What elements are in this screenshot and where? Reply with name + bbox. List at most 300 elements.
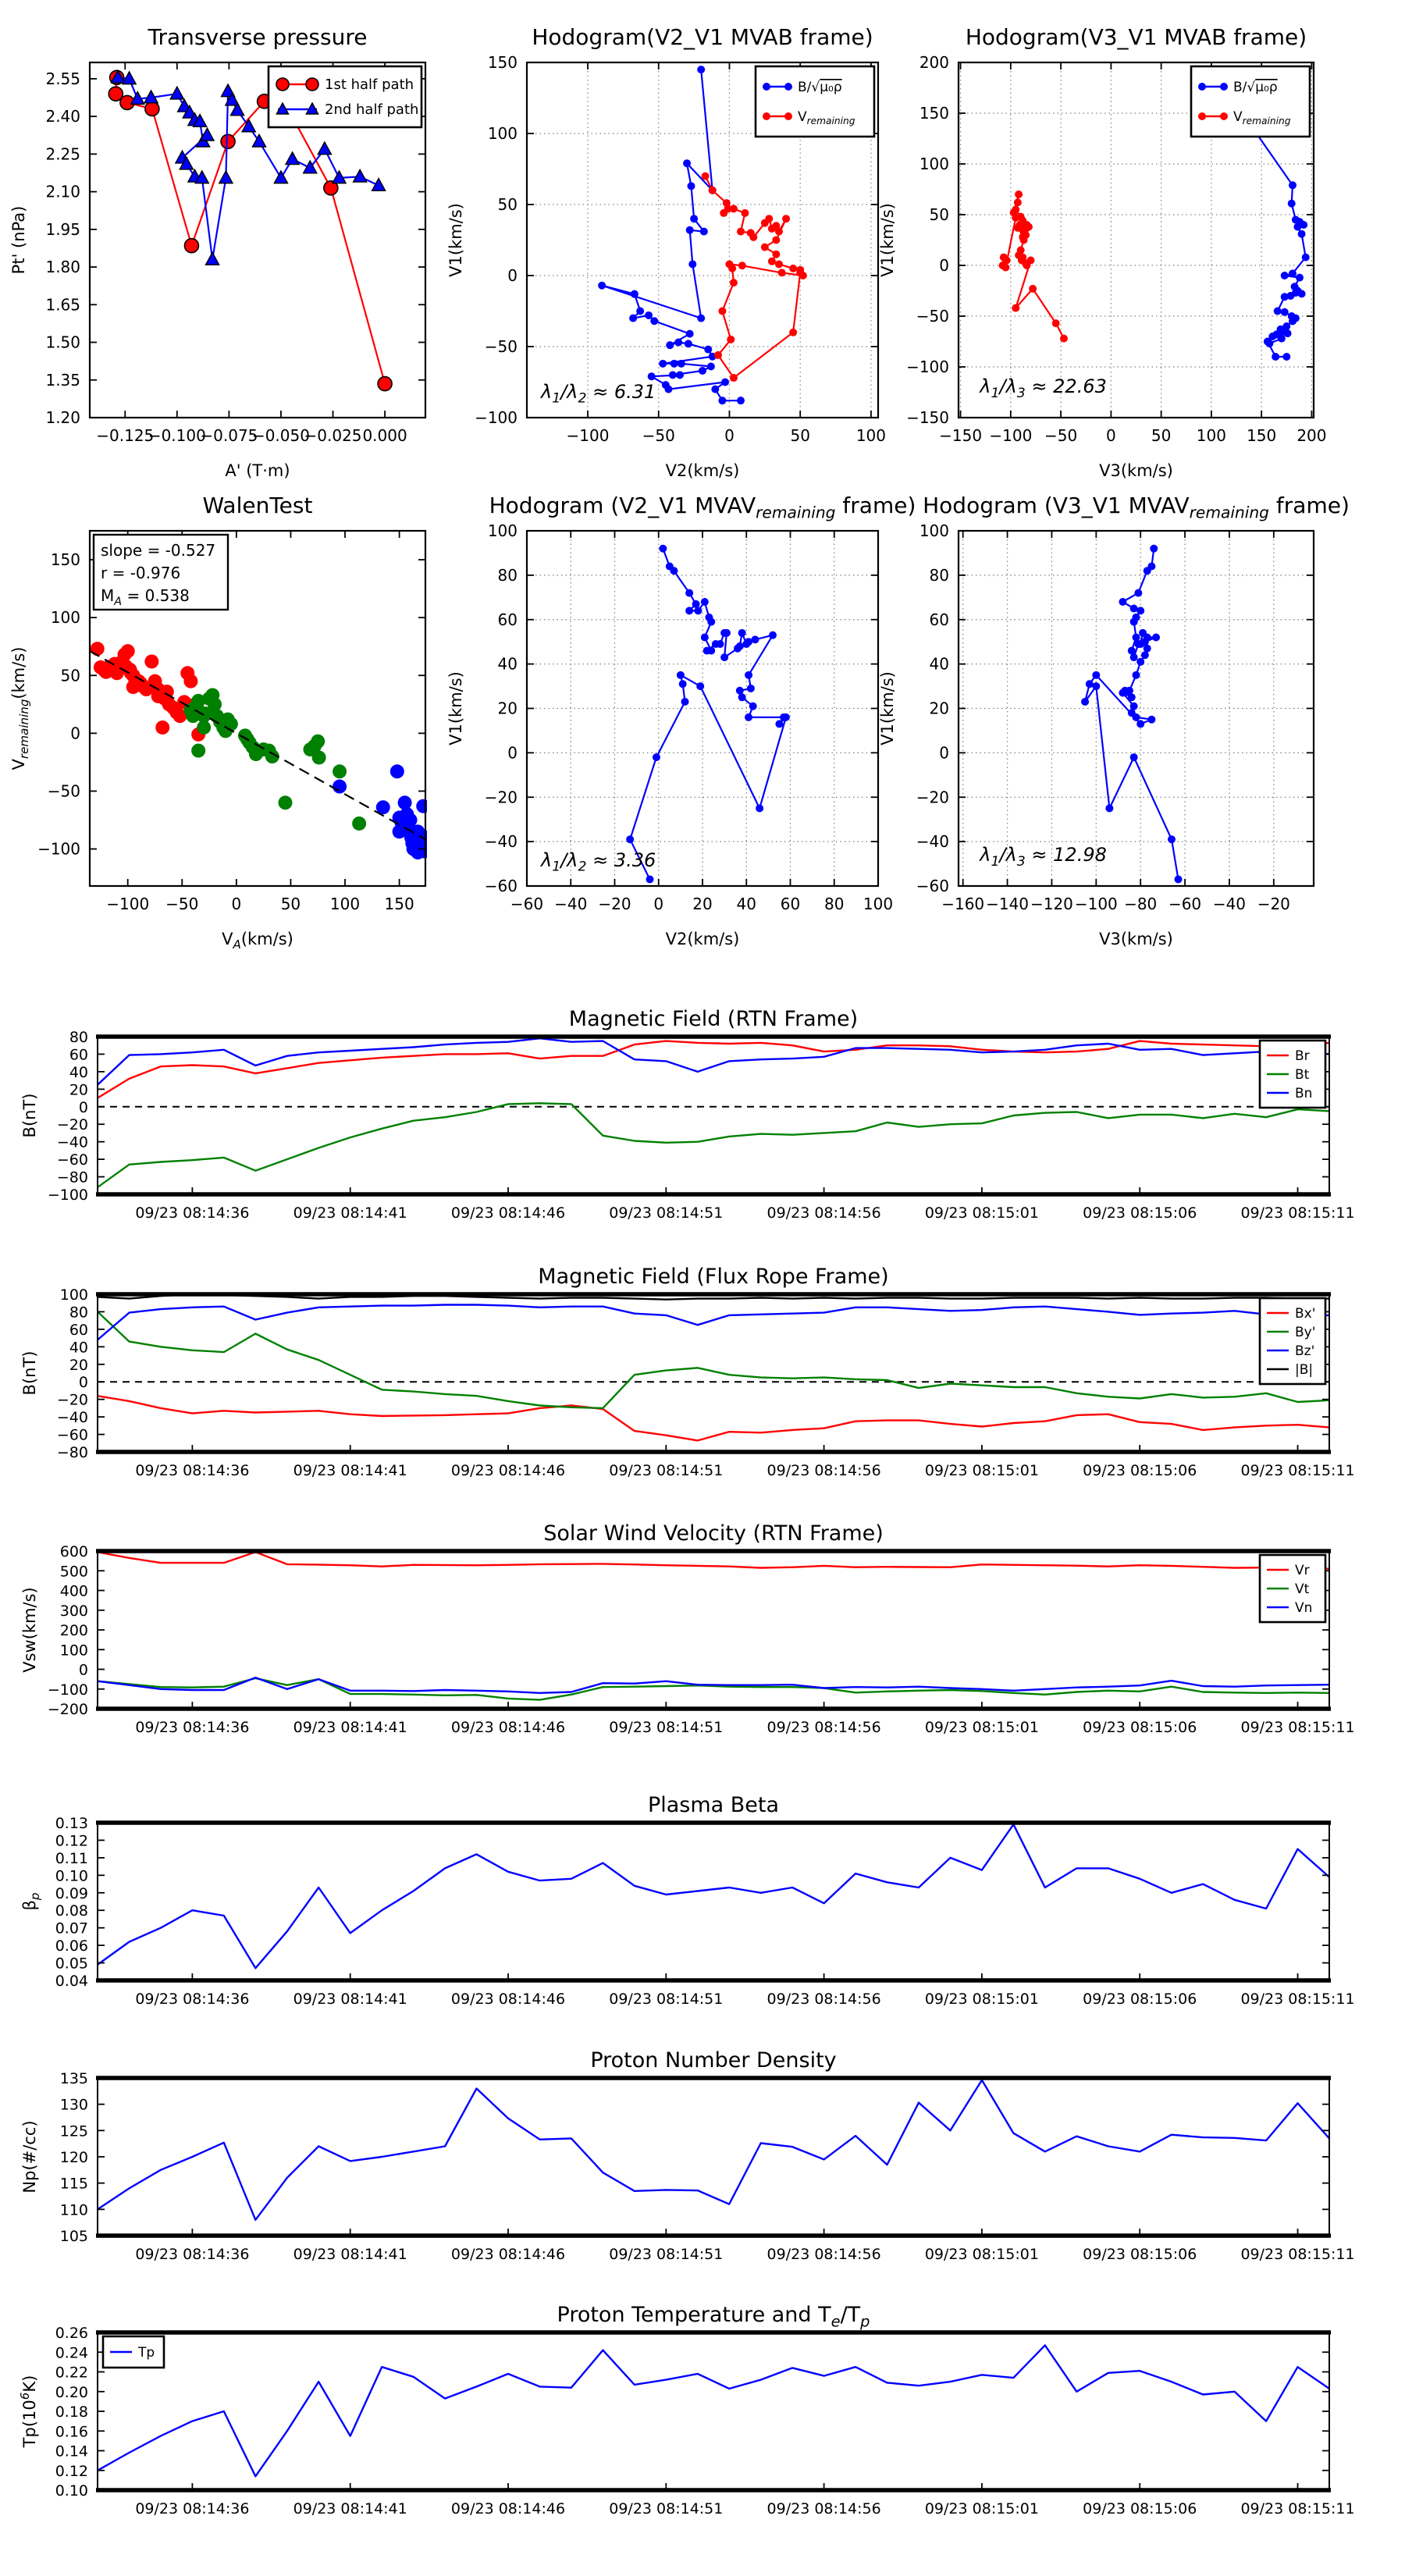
chart-plasma-beta — [0, 1777, 1405, 2030]
chart-proton-number-density — [0, 2033, 1405, 2286]
x-tick-label: −40 — [554, 895, 588, 913]
series-B/√~{μ₀ρ} — [598, 66, 745, 404]
y-tick-label: −20 — [916, 788, 949, 807]
x-tick-label: −100 — [1074, 895, 1118, 913]
y-tick-label: 2.55 — [45, 69, 80, 88]
series-B-hodogram — [626, 545, 790, 884]
y-tick-label: 300 — [59, 1602, 88, 1620]
y-tick-label: 0 — [78, 1374, 88, 1392]
x-tick-label: −0.075 — [200, 426, 258, 445]
chart-svg-mag_rtn — [0, 991, 1405, 1241]
x-tick-label: 09/23 08:15:11 — [1240, 2246, 1355, 2263]
legend-label: Tp — [138, 2345, 155, 2361]
y-tick-label: −150 — [906, 408, 949, 427]
x-tick-label: 0 — [653, 895, 664, 913]
legend-label: |B| — [1295, 1362, 1314, 1378]
x-tick-label: 40 — [736, 895, 756, 913]
legend-label: B/√μ₀ρ — [798, 80, 842, 95]
y-tick-label: 80 — [497, 565, 518, 585]
y-tick-label: 130 — [59, 2096, 88, 2114]
stats-line: slope = -0.527 — [101, 541, 216, 560]
y-axis-label: Pt' (nPa) — [9, 205, 28, 275]
series-second-half — [333, 764, 432, 859]
y-tick-label: 1.50 — [45, 333, 80, 352]
chart-solar-wind-velocity — [0, 1506, 1405, 1759]
x-tick-label: 09/23 08:15:11 — [1240, 1991, 1355, 2008]
y-tick-label: 0.09 — [55, 1884, 88, 1902]
x-tick-label: −150 — [939, 426, 983, 445]
y-tick-label: 110 — [59, 2201, 88, 2219]
y-tick-label: −60 — [916, 877, 949, 895]
y-tick-label: 0.07 — [55, 1920, 88, 1937]
chart-svg-proton_temp — [0, 2287, 1405, 2537]
x-tick-label: 09/23 08:14:36 — [135, 1719, 250, 1736]
chart-title: WalenTest — [202, 493, 313, 518]
legend — [1260, 1298, 1325, 1384]
ticks — [98, 1823, 1329, 1980]
x-axis-label: V3(km/s) — [1099, 461, 1173, 480]
x-tick-label: 100 — [855, 426, 887, 445]
x-tick-label: −100 — [989, 426, 1033, 445]
y-tick-label: −40 — [916, 832, 949, 852]
y-tick-label: 100 — [50, 608, 80, 628]
legend-label: Br — [1295, 1048, 1310, 1064]
y-tick-label: 105 — [59, 2228, 88, 2245]
y-tick-label: −40 — [484, 832, 518, 852]
axes-hodogram_v2v1_mvab — [475, 53, 886, 480]
chart-svg-hodogram_v3v1_mvav — [869, 480, 1405, 995]
x-tick-label: 09/23 08:15:06 — [1083, 1462, 1197, 1479]
y-tick-label: 80 — [69, 1304, 88, 1322]
y-tick-label: 400 — [59, 1582, 88, 1600]
x-tick-label: −50 — [642, 426, 675, 445]
x-tick-label: 0 — [724, 426, 735, 445]
y-axis-label: B(nT) — [20, 1350, 39, 1396]
chart-hodogram-v2v1-mvav — [437, 480, 925, 998]
y-tick-label: −60 — [56, 1426, 88, 1444]
x-tick-label: −0.100 — [148, 426, 206, 445]
y-tick-label: −80 — [56, 1444, 88, 1461]
chart-title: Plasma Beta — [647, 1793, 780, 1817]
x-tick-label: −20 — [1257, 895, 1290, 913]
y-tick-label: 1.65 — [45, 295, 80, 315]
legend-label: Vn — [1295, 1600, 1313, 1616]
x-axis-label: V2(km/s) — [665, 461, 740, 480]
chart-svg-vsw_rtn — [0, 1506, 1405, 1756]
y-axis-label: Np(#/cc) — [20, 2120, 39, 2194]
legend-label: B/√μ₀ρ — [1233, 80, 1278, 95]
legend-label: Bz' — [1295, 1343, 1315, 1359]
series-middle — [183, 688, 366, 831]
y-tick-label: 0.10 — [55, 2482, 88, 2500]
y-tick-label: 1.35 — [45, 370, 80, 390]
y-tick-label: 0.13 — [55, 1815, 88, 1832]
x-tick-label: 100 — [863, 895, 894, 913]
y-axis-label: V1(km/s) — [878, 203, 897, 277]
series-Bt — [98, 1103, 1329, 1187]
x-tick-label: 100 — [1196, 426, 1226, 445]
legend — [756, 66, 874, 137]
x-tick-label: 09/23 08:14:36 — [135, 1991, 250, 2008]
chart-title: Hodogram(V3_V1 MVAB frame) — [965, 24, 1307, 50]
series-V_{remaining} — [999, 190, 1068, 343]
y-tick-label: 150 — [50, 550, 80, 570]
y-tick-label: 60 — [69, 1321, 88, 1339]
stats-line: $M_A = 0.538$ — [101, 586, 190, 608]
series-Vr — [98, 1552, 1329, 1568]
x-tick-label: 09/23 08:14:51 — [609, 1204, 724, 1222]
x-tick-label: 09/23 08:14:51 — [609, 2246, 724, 2263]
y-tick-label: 1.20 — [45, 408, 80, 427]
legend-label: Vr — [1295, 1563, 1310, 1578]
legend-label: $V_{remaining}$ — [1233, 109, 1291, 127]
x-tick-label: 80 — [824, 895, 845, 913]
axes-walen_test — [37, 531, 432, 952]
y-axis-label: $V_{remaining}(km/s)$ — [9, 646, 32, 770]
x-tick-label: 20 — [692, 895, 713, 913]
axes-proton_temp — [55, 2325, 1355, 2517]
x-tick-label: 09/23 08:15:06 — [1083, 1719, 1197, 1736]
series-B/√~{μ₀ρ} — [1240, 112, 1309, 361]
axes-vsw_rtn — [48, 1543, 1355, 1736]
y-tick-label: 40 — [497, 654, 518, 674]
y-tick-label: 20 — [497, 699, 518, 718]
series-By' — [98, 1311, 1329, 1408]
legend-label: 2nd half path — [325, 101, 419, 118]
x-tick-label: 50 — [790, 426, 810, 445]
y-axis-label: B(nT) — [20, 1093, 39, 1138]
y-tick-label: 0.04 — [55, 1973, 88, 1990]
y-tick-label: 0.05 — [55, 1955, 88, 1973]
x-tick-label: 09/23 08:15:11 — [1240, 1204, 1355, 1222]
stats-line: r = -0.976 — [101, 564, 181, 582]
chart-title: Magnetic Field (Flux Rope Frame) — [538, 1265, 889, 1289]
series-first-half — [91, 642, 205, 742]
x-tick-label: 0 — [231, 895, 242, 913]
chart-title: Magnetic Field (RTN Frame) — [568, 1007, 859, 1031]
y-tick-label: 0 — [70, 724, 80, 743]
x-tick-label: 50 — [280, 895, 301, 913]
y-tick-label: 60 — [929, 610, 949, 629]
y-tick-label: 20 — [69, 1356, 88, 1374]
y-tick-label: 0.11 — [55, 1849, 88, 1867]
x-tick-label: −0.125 — [96, 426, 155, 445]
axes-mag_rtn — [48, 1029, 1355, 1222]
y-tick-label: −40 — [56, 1133, 88, 1151]
y-tick-label: 0 — [939, 743, 949, 763]
y-tick-label: −60 — [484, 877, 518, 895]
grid — [527, 531, 878, 886]
y-tick-label: 0.12 — [55, 1832, 88, 1850]
x-tick-label: 09/23 08:14:56 — [767, 1991, 881, 2008]
x-tick-label: −40 — [1212, 895, 1247, 913]
x-tick-label: −50 — [165, 895, 199, 913]
x-tick-label: 09/23 08:15:01 — [924, 1719, 1039, 1736]
x-tick-label: 0 — [1106, 426, 1116, 445]
chart-hodogram-v3v1-mvav — [869, 480, 1405, 998]
y-tick-label: 80 — [69, 1029, 88, 1046]
axes-proton_density — [60, 2070, 1355, 2263]
annotation: $\lambda_1/\lambda_2 \approx 3.36$ — [541, 849, 656, 875]
y-tick-label: 2.40 — [45, 107, 80, 126]
x-tick-label: 09/23 08:14:36 — [135, 2500, 250, 2517]
x-tick-label: 09/23 08:14:46 — [450, 2246, 566, 2263]
y-tick-label: 100 — [919, 155, 949, 173]
chart-title: Hodogram (V3_V1 $MVAV_{remaining}$ frame) — [923, 493, 1350, 522]
x-tick-label: 200 — [1297, 426, 1327, 445]
y-tick-label: 600 — [59, 1543, 88, 1560]
y-tick-label: 40 — [69, 1339, 88, 1357]
chart-svg-plasma_beta — [0, 1777, 1405, 2027]
chart-hodogram-v3v1-mvab — [869, 12, 1405, 514]
y-tick-label: 20 — [929, 699, 949, 718]
x-tick-label: 09/23 08:14:46 — [450, 2500, 566, 2517]
x-tick-label: 150 — [384, 895, 414, 913]
y-tick-label: 0 — [78, 1661, 88, 1679]
x-tick-label: 09/23 08:14:56 — [767, 2246, 881, 2263]
x-tick-label: 09/23 08:15:11 — [1240, 1719, 1355, 1736]
legend — [1260, 1555, 1325, 1622]
x-tick-label: 09/23 08:15:01 — [924, 2500, 1039, 2517]
y-tick-label: 115 — [59, 2175, 88, 2193]
x-tick-label: −100 — [106, 895, 150, 913]
x-tick-label: 09/23 08:14:46 — [450, 1462, 566, 1479]
y-tick-label: 80 — [929, 565, 949, 585]
legend — [1191, 66, 1310, 137]
chart-svg-transverse_pressure — [0, 12, 492, 511]
y-tick-label: 100 — [487, 521, 518, 540]
ticks — [98, 2332, 1329, 2490]
y-tick-label: −80 — [56, 1169, 88, 1187]
chart-transverse-pressure — [0, 12, 492, 514]
x-tick-label: 50 — [1151, 426, 1172, 445]
x-tick-label: 09/23 08:14:56 — [767, 1462, 881, 1479]
x-tick-label: 09/23 08:14:51 — [609, 2500, 724, 2517]
x-tick-label: −50 — [1044, 426, 1078, 445]
x-tick-label: 09/23 08:15:11 — [1240, 2500, 1355, 2517]
y-tick-label: 50 — [497, 195, 518, 214]
x-axis-label: A' (T·m) — [225, 461, 290, 480]
y-tick-label: −200 — [47, 1701, 88, 1718]
y-tick-label: 150 — [919, 104, 949, 123]
y-tick-label: 0.12 — [55, 2462, 88, 2480]
legend-label: By' — [1295, 1325, 1316, 1340]
y-tick-label: 0.20 — [55, 2383, 88, 2401]
x-tick-label: 09/23 08:14:41 — [293, 2246, 407, 2263]
series-Vt — [98, 1678, 1329, 1700]
x-tick-label: −60 — [510, 895, 544, 913]
axes-hodogram_v2v1_mvav — [485, 521, 893, 948]
y-tick-label: −100 — [47, 1681, 88, 1699]
legend-label: Vt — [1295, 1582, 1310, 1597]
x-tick-label: 09/23 08:15:01 — [924, 1991, 1039, 2008]
chart-title: Proton Number Density — [590, 2048, 837, 2073]
y-tick-label: 60 — [69, 1046, 88, 1064]
axes-hodogram_v3v1_mvab — [906, 53, 1326, 480]
chart-hodogram-v2v1-mvab — [437, 12, 925, 514]
y-tick-label: 0.24 — [55, 2344, 88, 2362]
x-tick-label: 09/23 08:15:01 — [924, 1204, 1039, 1222]
y-tick-label: 0.10 — [55, 1867, 88, 1885]
legend-label: 1st half path — [325, 76, 414, 93]
series-beta_p — [98, 1824, 1329, 1968]
x-tick-label: −120 — [1030, 895, 1073, 913]
chart-walen-test — [0, 480, 492, 998]
chart-magnetic-field-fluxrope — [0, 1249, 1405, 1502]
x-axis-label: V2(km/s) — [665, 930, 740, 948]
y-tick-label: −20 — [484, 788, 518, 807]
legend — [269, 66, 422, 127]
stats-box — [94, 535, 228, 610]
x-tick-label: −60 — [1168, 895, 1202, 913]
x-tick-label: 09/23 08:14:56 — [767, 1719, 881, 1736]
chart-title: Proton Temperature and $T_e/T_p$ — [557, 2303, 870, 2331]
y-tick-label: 40 — [929, 654, 949, 674]
x-tick-label: 09/23 08:14:51 — [609, 1719, 724, 1736]
y-tick-label: −20 — [56, 1391, 88, 1409]
chart-proton-temperature — [0, 2287, 1405, 2540]
y-tick-label: 150 — [487, 53, 518, 72]
y-tick-label: 2.10 — [45, 182, 80, 201]
y-tick-label: −100 — [47, 1187, 88, 1204]
y-tick-label: −40 — [56, 1409, 88, 1427]
x-tick-label: 09/23 08:15:06 — [1083, 1991, 1197, 2008]
x-tick-label: 09/23 08:14:46 — [450, 1719, 566, 1736]
axes-plasma_beta — [55, 1815, 1355, 2008]
y-tick-label: 125 — [59, 2122, 88, 2140]
y-tick-label: 100 — [59, 1642, 88, 1660]
chart-svg-mag_fluxrope — [0, 1249, 1405, 1499]
y-axis-label: V1(km/s) — [446, 203, 465, 277]
y-axis-label: V1(km/s) — [446, 671, 465, 745]
x-tick-label: −80 — [1124, 895, 1158, 913]
y-axis-label: $\beta_p$ — [20, 1892, 43, 1911]
y-tick-label: 100 — [59, 1286, 88, 1304]
x-tick-label: 09/23 08:14:46 — [450, 1991, 566, 2008]
y-tick-label: 50 — [929, 205, 949, 224]
legend-label: Bx' — [1295, 1306, 1316, 1322]
axes-hodogram_v3v1_mvav — [916, 521, 1314, 948]
y-tick-label: 200 — [919, 53, 949, 72]
y-tick-label: 40 — [69, 1063, 88, 1081]
legend — [1260, 1041, 1325, 1108]
x-tick-label: 0.000 — [362, 426, 407, 445]
y-tick-label: 120 — [59, 2149, 88, 2166]
y-tick-label: 20 — [69, 1081, 88, 1099]
y-tick-label: −50 — [484, 337, 518, 356]
chart-svg-hodogram_v2v1_mvav — [437, 480, 925, 995]
ticks — [98, 1294, 1329, 1452]
y-tick-label: −100 — [475, 408, 518, 427]
chart-title: Hodogram(V2_V1 MVAB frame) — [532, 24, 873, 50]
x-tick-label: 09/23 08:15:06 — [1083, 2500, 1197, 2517]
y-tick-label: 0.08 — [55, 1902, 88, 1920]
y-tick-label: 0.14 — [55, 2443, 88, 2460]
legend-label: Bn — [1295, 1086, 1313, 1101]
y-tick-label: 200 — [59, 1622, 88, 1639]
x-tick-label: 09/23 08:15:11 — [1240, 1462, 1355, 1479]
legend — [103, 2336, 164, 2368]
y-tick-label: −20 — [56, 1116, 88, 1134]
annotation: $\lambda_1/\lambda_3 \approx 12.98$ — [980, 844, 1107, 870]
y-tick-label: 0.16 — [55, 2423, 88, 2441]
x-tick-label: −100 — [566, 426, 610, 445]
x-tick-label: 09/23 08:14:41 — [293, 1462, 407, 1479]
x-tick-label: 150 — [1247, 426, 1277, 445]
chart-svg-hodogram_v3v1_mvab — [869, 12, 1405, 511]
y-tick-label: 0 — [507, 266, 518, 285]
y-tick-label: 0 — [939, 256, 949, 275]
legend-label: Bt — [1295, 1067, 1310, 1083]
y-tick-label: 135 — [59, 2070, 88, 2087]
y-tick-label: 0.26 — [55, 2325, 88, 2342]
x-tick-label: 09/23 08:15:06 — [1083, 2246, 1197, 2263]
y-axis-label: Vsw(km/s) — [20, 1587, 39, 1673]
x-tick-label: 09/23 08:15:06 — [1083, 1204, 1197, 1222]
annotation: $\lambda_1/\lambda_2 \approx 6.31$ — [541, 380, 656, 407]
series-V_{remaining} — [702, 173, 807, 382]
x-tick-label: 09/23 08:14:46 — [450, 1204, 566, 1222]
y-tick-label: 50 — [60, 666, 80, 685]
x-tick-label: 09/23 08:14:56 — [767, 2500, 881, 2517]
y-tick-label: 0.22 — [55, 2364, 88, 2382]
y-tick-label: 0.18 — [55, 2403, 88, 2421]
x-tick-label: −0.025 — [304, 426, 362, 445]
y-tick-label: 60 — [497, 610, 518, 629]
chart-title: Solar Wind Velocity (RTN Frame) — [543, 1521, 884, 1546]
x-tick-label: 09/23 08:14:41 — [293, 1204, 407, 1222]
x-tick-label: 09/23 08:14:56 — [767, 1204, 881, 1222]
x-tick-label: −20 — [598, 895, 631, 913]
x-tick-label: −140 — [986, 895, 1030, 913]
y-axis-label: $Tp(10^6K)$ — [18, 2375, 39, 2448]
series-Np — [98, 2080, 1329, 2220]
x-tick-label: −0.050 — [251, 426, 310, 445]
y-tick-label: 1.80 — [45, 258, 80, 277]
x-tick-label: 09/23 08:14:36 — [135, 2246, 250, 2263]
y-tick-label: 0.06 — [55, 1937, 88, 1955]
chart-svg-proton_density — [0, 2033, 1405, 2282]
legend-label: $V_{remaining}$ — [798, 109, 855, 127]
y-tick-label: 100 — [487, 124, 518, 143]
y-tick-label: 100 — [919, 521, 949, 540]
y-tick-label: −60 — [56, 1151, 88, 1169]
x-tick-label: −160 — [941, 895, 985, 913]
y-tick-label: 0 — [78, 1098, 88, 1116]
y-tick-label: −100 — [37, 839, 80, 859]
x-tick-label: 09/23 08:14:41 — [293, 2500, 407, 2517]
series-Bx' — [98, 1396, 1329, 1440]
x-tick-label: 09/23 08:14:51 — [609, 1991, 724, 2008]
series-Bz' — [98, 1305, 1329, 1340]
x-tick-label: 09/23 08:15:01 — [924, 1462, 1039, 1479]
x-tick-label: 09/23 08:14:36 — [135, 1462, 250, 1479]
x-tick-label: 60 — [780, 895, 801, 913]
y-tick-label: −50 — [916, 307, 949, 326]
series-Bn — [98, 1038, 1329, 1085]
axes-mag_fluxrope — [57, 1286, 1355, 1479]
y-tick-label: 2.25 — [45, 144, 80, 164]
chart-magnetic-field-rtn — [0, 991, 1405, 1244]
y-tick-label: −100 — [906, 358, 949, 376]
x-tick-label: 09/23 08:14:41 — [293, 1719, 407, 1736]
y-axis-label: V1(km/s) — [878, 671, 897, 745]
series-Tp — [98, 2345, 1329, 2476]
annotation: $\lambda_1/\lambda_3 \approx 22.63$ — [980, 375, 1107, 401]
series-fit-line — [90, 651, 425, 839]
x-tick-label: 09/23 08:14:51 — [609, 1462, 724, 1479]
ticks — [98, 2078, 1329, 2236]
